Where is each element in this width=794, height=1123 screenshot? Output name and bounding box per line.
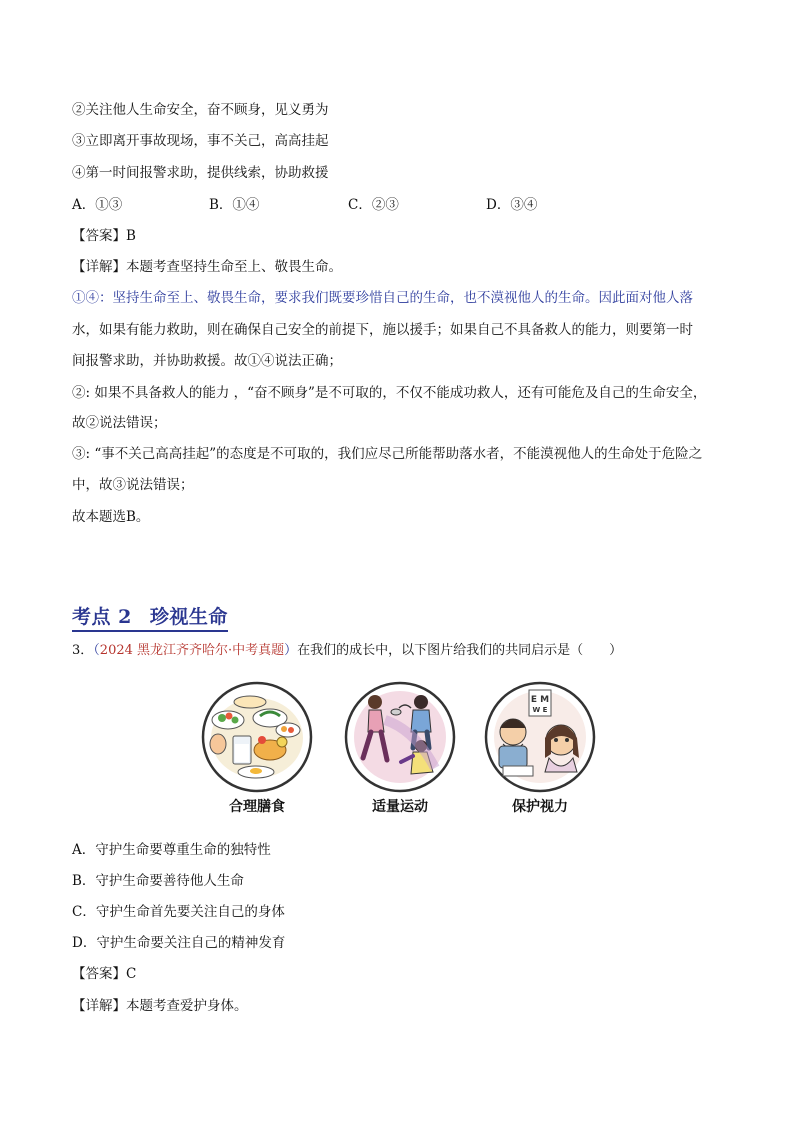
section-heading [72, 602, 228, 632]
q2-detail-line: 间报警求助，并协助救援。故①④说法正确； [72, 353, 342, 369]
eye-protection-illustration [481, 680, 599, 794]
q2-choice-a: A．①③ [72, 197, 123, 213]
q2-detail-line: 中，故③说法错误； [72, 477, 194, 493]
q2-option-3: ③立即离开事故现场，事不关己，高高挂起 [72, 133, 329, 149]
svg-text:W E: W E [532, 706, 548, 714]
healthy-diet-illustration [198, 680, 316, 794]
q2-detail-line: ②: 如果不具备救人的能力 ，“奋不顾身”是不可取的，不仅不能成功救人，还有可能危及自己的生命安全， [72, 385, 707, 401]
q3-number: 3． [72, 643, 94, 658]
q2-option-2: ②关注他人生命安全，奋不顾身，见义勇为 [72, 102, 329, 118]
svg-text:E M: E M [530, 695, 550, 705]
section-title: 珍视生命 [149, 606, 228, 628]
q3-choice-c: C．守护生命首先要关注自己的身体 [72, 904, 285, 920]
section-label: 考点 2 [72, 606, 132, 628]
q2-answer: 【答案】B [72, 228, 136, 244]
caption-eye-protection: 保护视力 [512, 799, 568, 815]
q2-option-4: ④第一时间报警求助，提供线索，协助救援 [72, 165, 329, 181]
q2-choice-c: C．②③ [348, 197, 399, 213]
q3-source-open: （ [93, 643, 100, 658]
q2-choice-d: D．③④ [486, 197, 538, 213]
caption-healthy-diet: 合理膳食 [229, 799, 285, 815]
q3-source-close: ） [284, 643, 298, 658]
caption-moderate-exercise: 适量运动 [372, 799, 428, 815]
q3-stem-line [72, 642, 622, 660]
q3-choice-d: D．守护生命要关注自己的精神发育 [72, 935, 286, 951]
q2-detail-line: ③: “事不关己高高挂起”的态度是不可取的，我们应尽己所能帮助落水者，不能漠视他人的生命处于危险之 [72, 446, 703, 462]
q3-choice-a: A．守护生命要尊重生命的独特性 [72, 842, 271, 858]
q2-detail-line: 水，如果有能力救助，则在确保自己安全的前提下，施以援手；如果自己不具备救人的能力，则要第一时 [72, 322, 693, 338]
q2-detail-line: 故本题选B。 [72, 509, 150, 525]
q2-detail-line: 故②说法错误； [72, 415, 167, 431]
q2-detail-line: ①④：坚持生命至上、敬畏生命，要求我们既要珍惜自己的生命，也不漠视他人的生命。因此面对他人落 [72, 290, 693, 306]
moderate-exercise-illustration [341, 680, 459, 794]
q2-detail-intro: 【详解】本题考查坚持生命至上、敬畏生命。 [72, 259, 342, 275]
q2-choice-b: B．①④ [209, 197, 260, 213]
q3-choice-b: B．守护生命要善待他人生命 [72, 873, 244, 889]
q3-detail-intro: 【详解】本题考查爱护身体。 [72, 998, 248, 1014]
q3-source: 2024 黑龙江齐齐哈尔·中考真题 [99, 643, 285, 658]
q3-stem: 在我们的成长中，以下图片给我们的共同启示是（ ） [297, 643, 623, 658]
q3-answer: 【答案】C [72, 966, 137, 982]
